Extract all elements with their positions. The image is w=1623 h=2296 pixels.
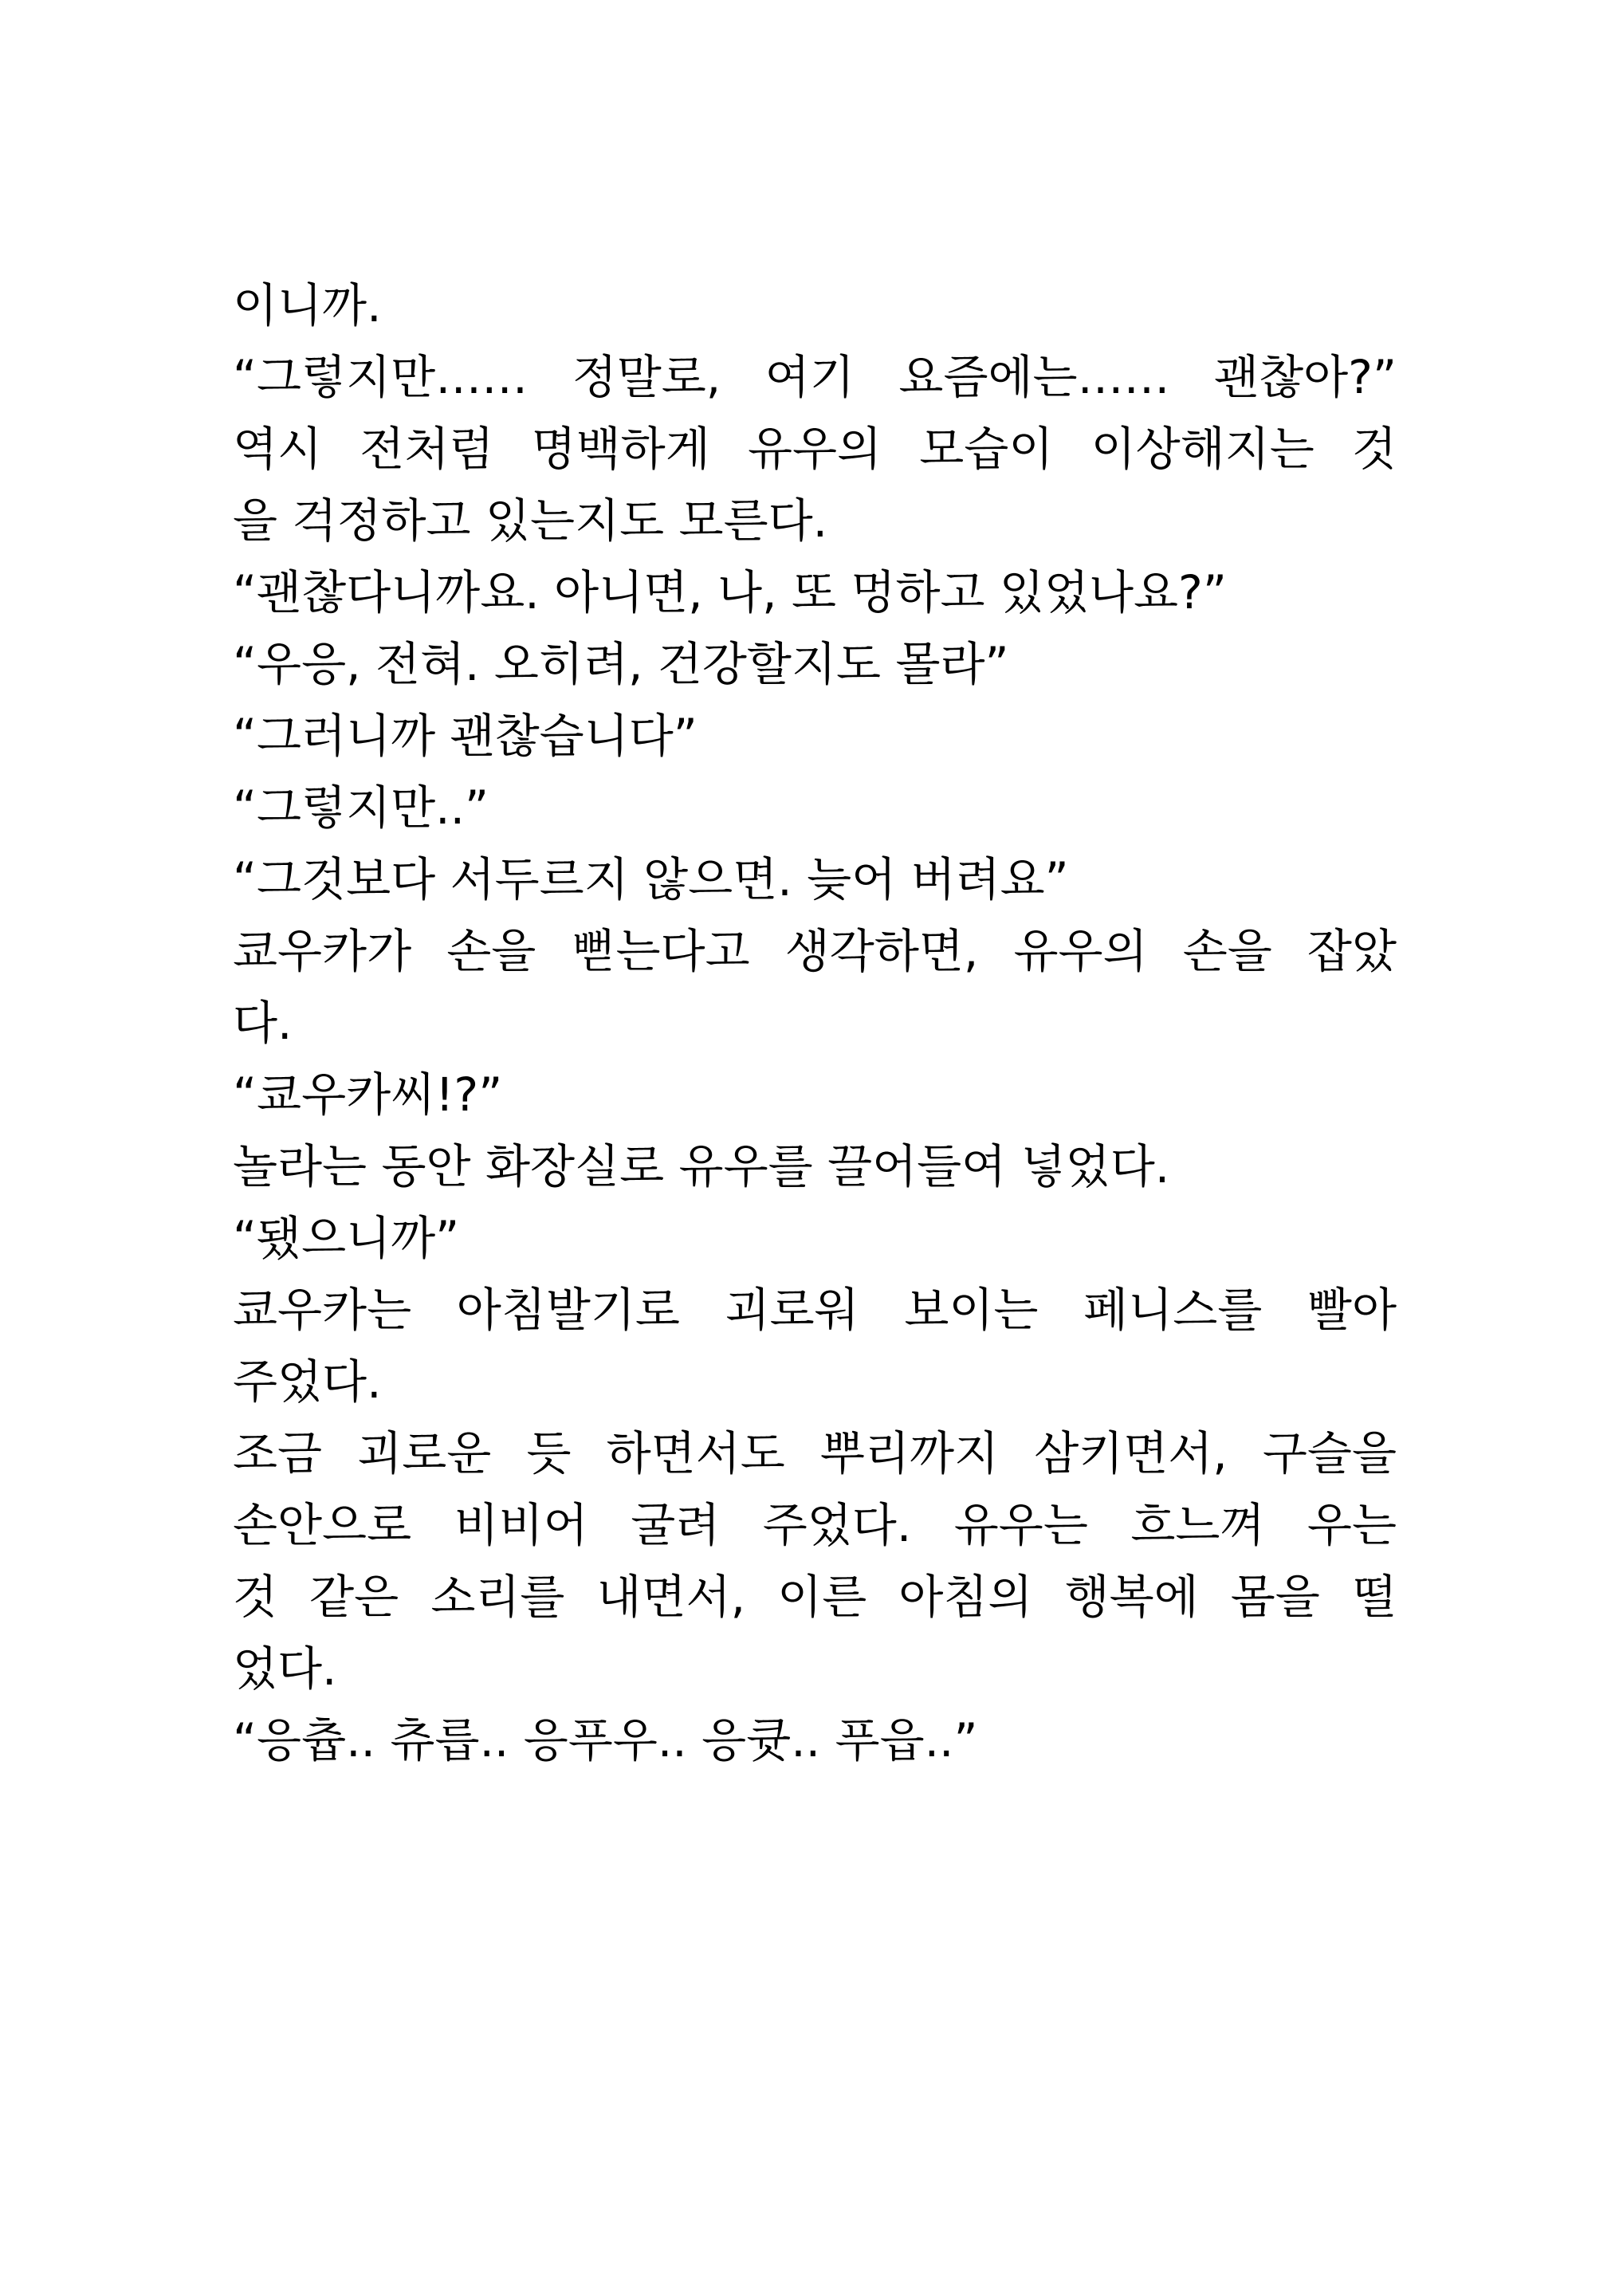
- text-line: 놀라는 동안 화장실로 유우를 끌어들여 넣었다.: [233, 1139, 1170, 1193]
- text-line: “그러니까 괜찮습니다”: [233, 709, 698, 763]
- text-line: 손안으로 비비어 굴려 주었다. 유우는 흐느껴 우는: [233, 1498, 1397, 1552]
- text-line: 이니까.: [233, 278, 382, 332]
- text-line: 조금 괴로운 듯 하면서도 뿌리까지 삼키면서, 구슬을: [233, 1426, 1397, 1480]
- text-line: “됐으니까”: [233, 1211, 460, 1265]
- text-line: “그렇지만…… 정말로, 여기 요즘에는…… 괜찮아?”: [233, 350, 1397, 404]
- text-line: “쿄우카씨!?”: [233, 1067, 503, 1122]
- text-line: 쿄우카는 아침발기로 괴로워 보이는 페니스를 빨아: [233, 1283, 1397, 1337]
- text-line: 주었다.: [233, 1354, 382, 1409]
- text-line: 을 걱정하고 있는지도 모른다.: [233, 493, 828, 548]
- text-line: 역시 전처럼 명백하게 유우의 모습이 이상해지는 것: [233, 422, 1397, 476]
- text-line: “응츕.. 츄릅.. 응푸우.. 응큣.. 푸읍..”: [233, 1713, 978, 1767]
- text-line: “그것보다 서두르지 않으면. 늦어 버려요”: [233, 852, 1069, 906]
- text-line: 쿄우카가 손을 뻗는다고 생각하면, 유우의 손을 잡았: [233, 924, 1397, 978]
- text-line: 었다.: [233, 1641, 337, 1696]
- text-line: 다.: [233, 996, 293, 1050]
- text-line: 것 같은 소리를 내면서, 이른 아침의 행복에 몸을 떨: [233, 1570, 1397, 1624]
- text-line: “괜찮다니까요. 아니면, 나, 또 멍하고 있었나요?”: [233, 565, 1227, 619]
- text-line: “우응, 전혀. 오히려, 건강할지도 몰라”: [233, 637, 1009, 691]
- text-line: “그렇지만..”: [233, 780, 489, 835]
- body-text: [233, 269, 1397, 1776]
